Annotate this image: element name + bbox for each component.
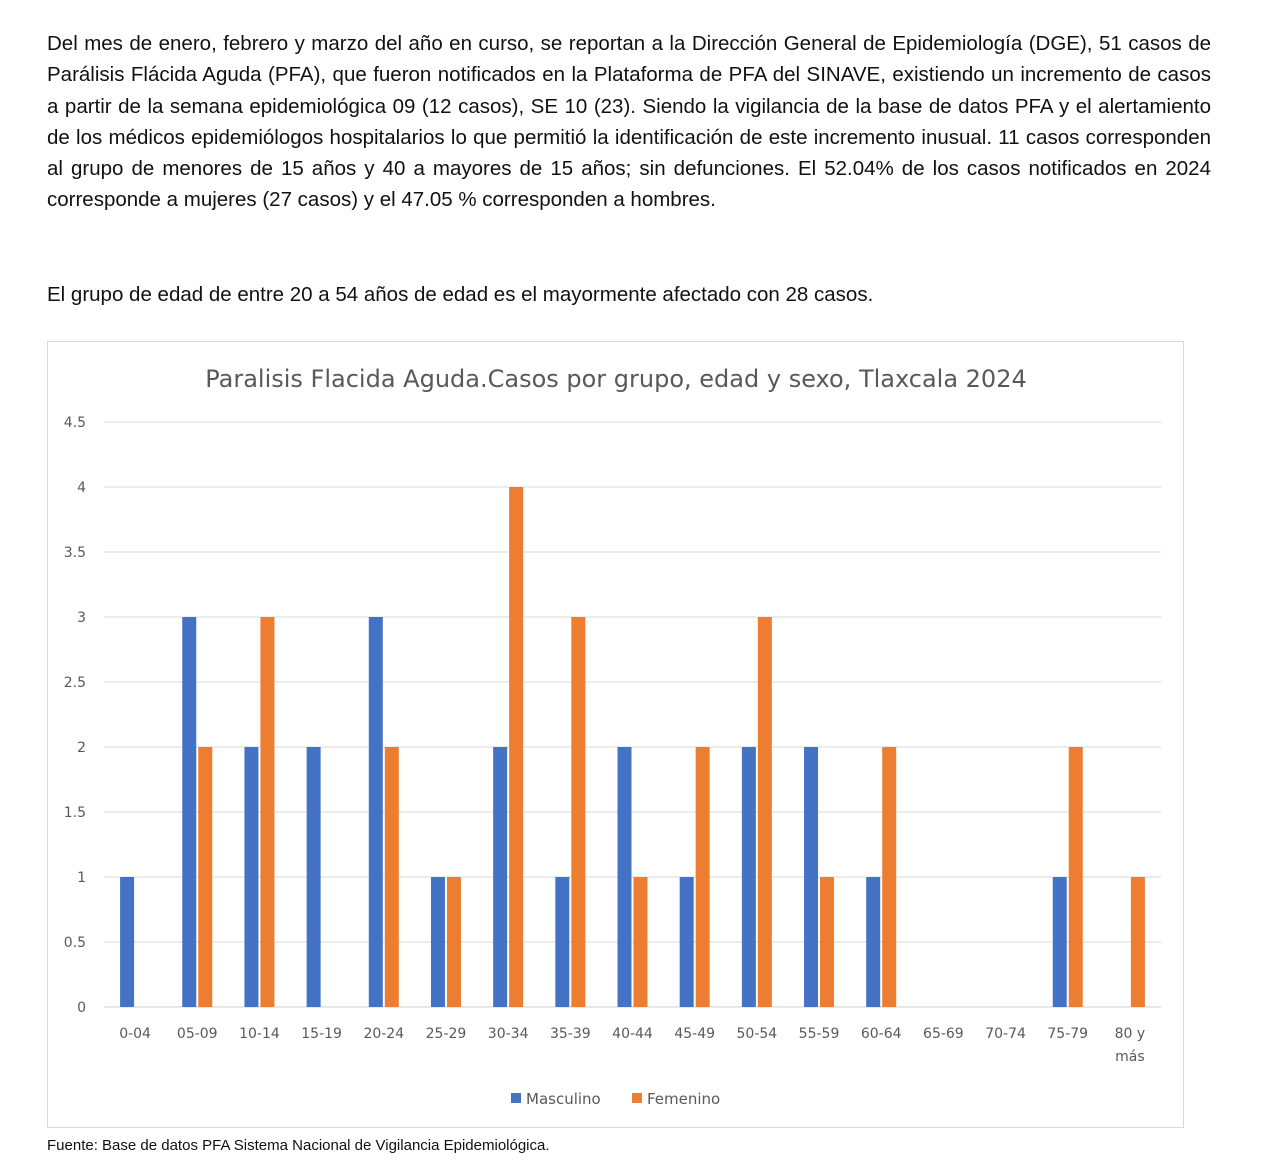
age-group-paragraph: El grupo de edad de entre 20 a 54 años de edad es el mayormente afectado con 28 casos.	[47, 283, 874, 306]
bar-femenino-75-79	[1069, 747, 1083, 1007]
x-tick-label: 0-04	[119, 1026, 151, 1042]
chart-frame	[47, 341, 1184, 1128]
bar-masculino-35-39	[555, 877, 569, 1007]
bar-femenino-25-29	[447, 877, 461, 1007]
bar-masculino-10-14	[244, 747, 258, 1007]
bar-femenino-05-09	[198, 747, 212, 1007]
bar-masculino-75-79	[1053, 877, 1067, 1007]
legend-label-masculino: Masculino	[526, 1090, 601, 1108]
legend-swatch-femenino	[632, 1093, 642, 1103]
source-note: Fuente: Base de datos PFA Sistema Nacional de Vigilancia Epidemiológica.	[47, 1137, 550, 1154]
bar-masculino-30-34	[493, 747, 507, 1007]
bar-masculino-0-04	[120, 877, 134, 1007]
bar-masculino-45-49	[680, 877, 694, 1007]
x-tick-label: 10-14	[239, 1026, 280, 1042]
bar-femenino-50-54	[758, 617, 772, 1007]
x-tick-label: 50-54	[736, 1026, 778, 1042]
chart-title: Paralisis Flacida Aguda.Casos por grupo, edad y sexo, Tlaxcala 2024	[205, 365, 1027, 393]
bar-femenino-30-34	[509, 487, 523, 1007]
legend-swatch-masculino	[511, 1093, 521, 1103]
x-tick-label: 70-74	[985, 1026, 1026, 1042]
x-tick-label: 65-69	[923, 1026, 964, 1042]
y-tick-label: 3.5	[63, 545, 86, 561]
y-tick-label: 0.5	[63, 935, 86, 951]
x-tick-label: 05-09	[176, 1026, 218, 1042]
bar-masculino-40-44	[618, 747, 632, 1007]
x-tick-label: 55-59	[798, 1026, 840, 1042]
bar-masculino-25-29	[431, 877, 445, 1007]
legend-label-femenino: Femenino	[647, 1090, 721, 1108]
bar-masculino-05-09	[182, 617, 196, 1007]
y-tick-label: 0	[77, 1000, 86, 1016]
x-tick-label: 45-49	[674, 1026, 716, 1042]
bar-masculino-20-24	[369, 617, 383, 1007]
bar-masculino-15-19	[307, 747, 321, 1007]
x-tick-label: 75-79	[1047, 1026, 1089, 1042]
y-tick-label: 1.5	[63, 805, 86, 821]
bar-femenino-45-49	[696, 747, 710, 1007]
bar-masculino-55-59	[804, 747, 818, 1007]
bar-femenino-20-24	[385, 747, 399, 1007]
x-tick-label: 35-39	[549, 1026, 591, 1042]
y-tick-label: 3	[77, 610, 86, 626]
x-tick-label: 60-64	[860, 1026, 902, 1042]
x-tick-label: 80 y más	[1114, 1026, 1146, 1065]
x-tick-label: 40-44	[612, 1026, 653, 1042]
y-tick-label: 1	[77, 870, 86, 886]
bar-femenino-80-y-más	[1131, 877, 1145, 1007]
y-tick-label: 4.5	[63, 415, 86, 431]
bar-femenino-40-44	[634, 877, 648, 1007]
bar-femenino-55-59	[820, 877, 834, 1007]
bar-femenino-10-14	[260, 617, 274, 1007]
y-tick-label: 2	[77, 740, 86, 756]
bar-masculino-50-54	[742, 747, 756, 1007]
x-tick-label: 15-19	[301, 1026, 342, 1042]
bar-femenino-60-64	[882, 747, 896, 1007]
y-tick-label: 2.5	[63, 675, 86, 691]
y-tick-label: 4	[77, 480, 86, 496]
bar-femenino-35-39	[571, 617, 585, 1007]
x-tick-label: 25-29	[425, 1026, 467, 1042]
x-tick-label: 30-34	[487, 1026, 529, 1042]
x-tick-label: 20-24	[363, 1026, 405, 1042]
bar-chart	[48, 342, 1185, 1129]
intro-paragraph: Del mes de enero, febrero y marzo del año en curso, se reportan a la Dirección General de Epidemiología (DGE), 51 casos de Parálisis Flácida Aguda (PFA), que fueron notificados en la Plataforma de PFA del SINAVE, existiendo un incremento de casos a partir de la semana epidemiológica 09 (12 casos), SE 10 (23). Siendo la vigilancia de la base de datos PFA y el alertamiento de los médicos epidemiólogos hospitalarios lo que permitió la identificación de este incremento inusual. 11 casos corresponden al grupo de menores de 15 años y 40 a mayores de 15 años; sin defunciones. El 52.04% de los casos notificados en 2024 corresponde a mujeres (27 casos) y el 47.05 % corresponden a hombres.	[47, 32, 1211, 212]
bar-masculino-60-64	[866, 877, 880, 1007]
